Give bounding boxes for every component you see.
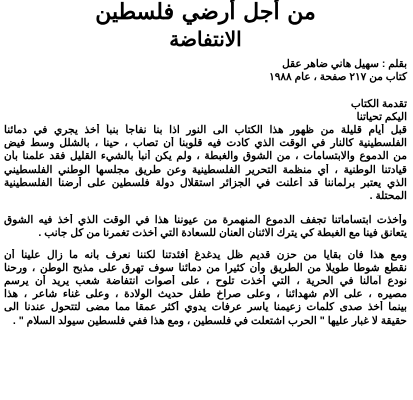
author-line: بقلم : سهيل هاني ضاهر عقل xyxy=(282,58,407,70)
paragraph-line: نودع آمالنا في الحرية ، التي أخذت تلوح ، على أصوات انتفاضة شعب يريد أن يرسم xyxy=(4,275,407,288)
paragraph-line: وأخذت ابتساماتنا تجفف الدموع المنهمرة من عيوننا هذا في الوقت الذي أخذ فيه الشوق xyxy=(4,214,407,227)
book-title: من أجل أرضي فلسطين xyxy=(95,0,316,25)
paragraph-line: المحتلة . xyxy=(369,190,407,203)
paragraph-line: يتعانق فينا مع الغبطة كي يترك الاثنان العنان للسعادة التي أخذت تغمرنا من كل جانب . xyxy=(38,227,407,240)
section-subheading: اليكم تحياتنا xyxy=(356,111,407,123)
section-heading: تقدمة الكتاب xyxy=(350,98,407,110)
book-subtitle: الانتفاضة xyxy=(169,27,242,51)
title-block xyxy=(4,0,407,50)
paragraph-2 xyxy=(4,214,407,240)
section-header xyxy=(4,98,407,124)
paragraph-line: مصيره ، على آلام شهدائنا ، وعلى صراخ طفل حديث الولادة ، وعلى غناء شاعر ، هذا xyxy=(4,288,407,301)
paragraph-line: قبل أيام قليلة من ظهور هذا الكتاب الى النور اذا بنا نفاجأ بنبأ أخذ يجري في دمائنا xyxy=(4,124,407,136)
paragraph-line: الذي يعتبر برلماننا قد أعلنت في الجزائر استقلال دولة فلسطين على أرضنا الفلسطينية xyxy=(4,176,407,189)
paragraph-line: بينما أخذ صدى كلمات زعيمنا ياسر عرفات يدوي أكثر عمقا مما مضى لتتحول عندنا الى xyxy=(4,301,407,314)
paragraph-line: قيادتنا الوطنية ، أي منظمة التحرير الفلسطينية وعن طريق مجلسها الوطني الفلسطيني xyxy=(4,163,407,176)
paragraph-line: من الدموع والابتسامات ، من الشوق والغبطة ، ولم يكن أنبأ بالشيء القليل فقد علمنا بأن xyxy=(4,150,407,163)
paragraph-spacer xyxy=(4,241,407,249)
paragraph-line: ومع هذا فان بقايا من حزن قديم ظل يدغدغ أفئدتنا لكننا نعرف بأنه ما زال علينا أن xyxy=(4,248,407,261)
paragraph-1 xyxy=(4,124,407,203)
paragraph-line: الفلسطينية كالنار في الوقت الذي كادت فيه قلوبنا أن تصاب ، حينا ، بالشلل وسط فيض xyxy=(4,137,407,150)
paragraph-spacer xyxy=(4,203,407,214)
book-meta xyxy=(4,58,407,84)
paragraph-line: نقطع شوطا طويلا من الطريق وأن كثيرا من دمائنا سوف تهرق على مذبح الوطن ، ورحنا xyxy=(4,261,407,274)
paragraph-3 xyxy=(4,249,407,328)
book-info-line: كتاب من ٢١٧ صفحة ، عام ١٩٨٨ xyxy=(269,71,407,83)
paragraph-line: حقيقة لا غبار عليها " الحرب اشتعلت في فلسطين ، ومع هذا ففي فلسطين سيولد السلام " . xyxy=(12,314,407,327)
